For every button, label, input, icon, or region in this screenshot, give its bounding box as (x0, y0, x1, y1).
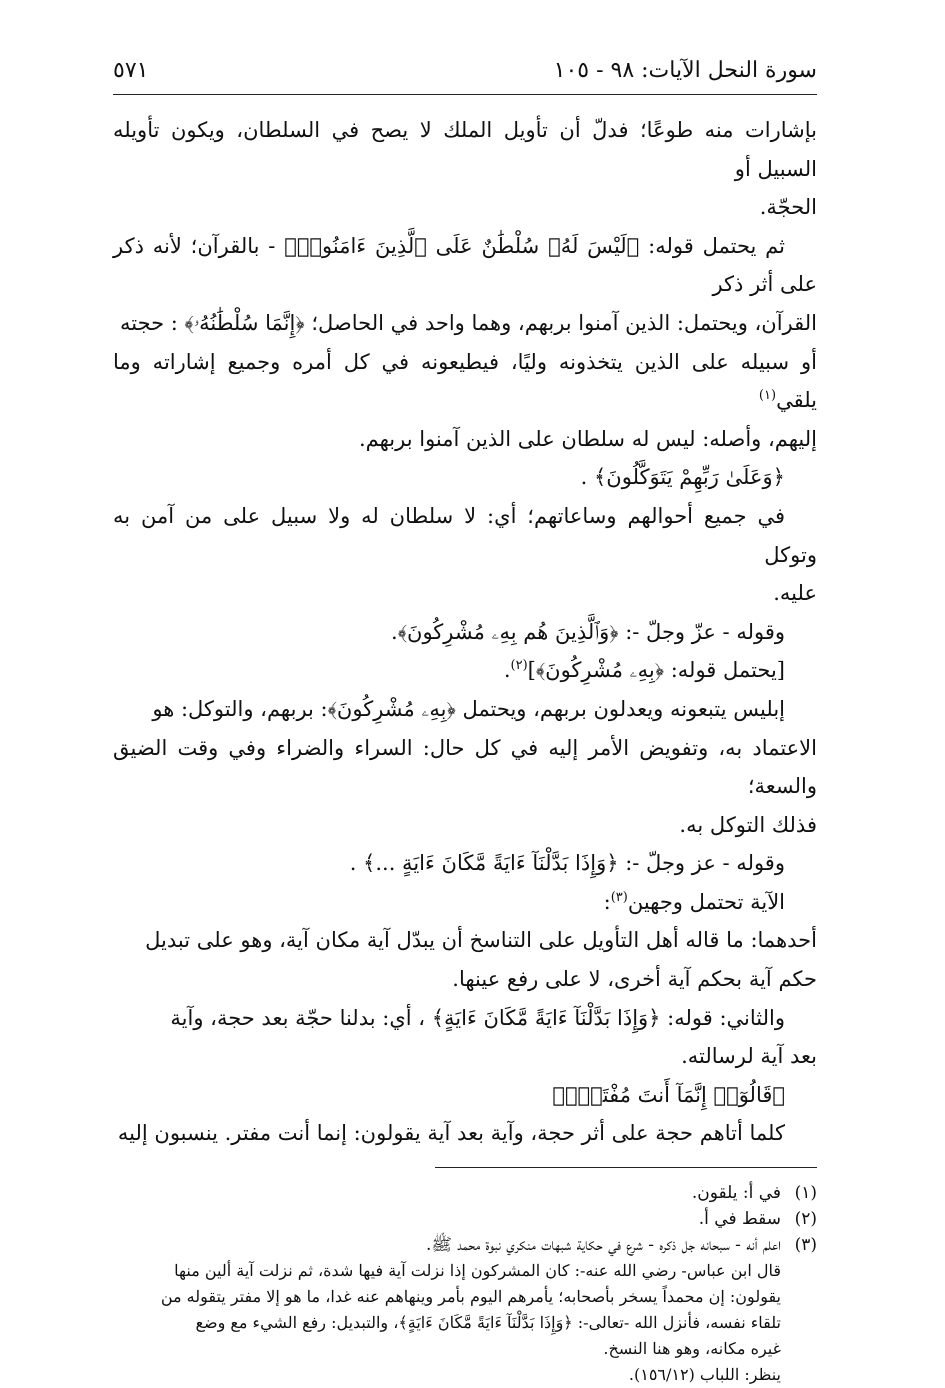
footnote-separator (435, 1167, 817, 1168)
running-title: سورة النحل الآيات: ٩٨ - ١٠٥ (553, 58, 817, 83)
footnote-2 (113, 1206, 817, 1232)
footnote-1 (113, 1180, 817, 1206)
text-line: حكم آية بحكم آية أخرى، لا على رفع عينها. (452, 967, 817, 992)
footnote-number: (٢) (794, 1209, 817, 1230)
text-line: فذلك التوكل به. (679, 812, 817, 837)
text-line: بإشارات منه طوعًا؛ فدلّ أن تأويل الملك لا يصح في السلطان، ويكون تأويله السبيل أو (113, 118, 817, 181)
footnotes (113, 1180, 817, 1388)
main-text (113, 111, 817, 1153)
footnote-line: قال ابن عباس- رضي الله عنه-: كان المشركون إذا نزلت آية فيها شدة، ثم نزلت آية ألين منها (174, 1261, 781, 1281)
footnote-ref-1: (١) (758, 388, 777, 404)
text-line: ثم يحتمل قوله: ﴿لَيْسَ لَهُۥ سُلْطَٰنٌ عَلَى ٱلَّذِينَ ءَامَنُوا۟﴾ - بالقرآن؛ لأنه ذكر على أثر ذكر (113, 233, 817, 297)
footnote-line: تلقاء نفسه، فأنزل الله -تعالى-: ﴿وَإِذَا بَدَّلْنَآ ءَايَةً مَّكَانَ ءَايَةٍ﴾، والتبديل: رفع الشيء مع وضع (195, 1313, 781, 1333)
text-segment: أو سبيله على الذين يتخذونه وليًا، فيطيعونه في كل أمره وجميع إشاراته وما يلقي (113, 349, 817, 413)
footnote-line: يقولون: إن محمداً يسخر بأصحابه؛ يأمرهم اليوم بأمر وينهاهم عنه غدا، ما هو إلا مفتر يتقوله من (160, 1287, 781, 1307)
footnote-3-detail (113, 1258, 817, 1388)
text-line: إبليس يتبعونه ويعدلون بربهم، ويحتمل ﴿بِهِۦ مُشْرِكُونَ﴾: بربهم، والتوكل: هو (152, 696, 785, 721)
page-number: ٥٧١ (113, 58, 149, 83)
text-line: وقوله - عزّ وجلّ -: ﴿وَٱلَّذِينَ هُم بِهِۦ مُشْرِكُونَ﴾. (391, 619, 785, 644)
verse-line: ﴿وَعَلَىٰ رَبِّهِمْ يَتَوَكَّلُونَ﴾ . (580, 465, 785, 490)
text-line: أحدهما: ما قاله أهل التأويل على التناسخ أن يبدّل آية مكان آية، وهو على تبديل (145, 928, 817, 953)
text-line: وقوله - عز وجلّ -: ﴿وَإِذَا بَدَّلْنَآ ءَايَةً مَّكَانَ ءَايَةٍ ...﴾ . (349, 851, 785, 876)
text-line: الاعتماد به، وتفويض الأمر إليه في كل حال: السراء والضراء وفي وقت الضيق والسعة؛ (113, 735, 817, 799)
page-header (113, 58, 817, 95)
text-line: عليه. (773, 581, 817, 606)
text-line: كلما أتاهم حجة على أثر حجة، وآية بعد آية يقولون: إنما أنت مفتر. ينسبون إليه (117, 1121, 785, 1146)
footnote-text: سقط في أ. (698, 1209, 781, 1230)
footnote-line: ينظر: اللباب (١٥٦/١٢). (628, 1365, 781, 1385)
text-line: في جميع أحوالهم وساعاتهم؛ أي: لا سلطان له ولا سبيل على من آمن به وتوكل (113, 503, 817, 567)
footnote-text: اعلم أنه - سبحانه جل ذكره - شرع في حكاية شبهات منكري نبوة محمد ﷺ. (425, 1235, 781, 1256)
verse-line: ﴿قَالُوٓا۟ إِنَّمَآ أَنتَ مُفْتَرٍۭ﴾ (552, 1082, 785, 1107)
text-line: والثاني: قوله: ﴿وَإِذَا بَدَّلْنَآ ءَايَةً مَّكَانَ ءَايَةٍ﴾ ، أي: بدلنا حجّة بعد حجة، وآية (170, 1005, 785, 1030)
text-line: إليهم، وأصله: ليس له سلطان على الذين آمنوا بربهم. (358, 426, 817, 451)
text-line (113, 651, 817, 690)
text-segment: : (603, 889, 611, 914)
footnote-line: غيره مكانه، وهو هنا النسخ. (603, 1339, 781, 1359)
text-line: القرآن، ويحتمل: الذين آمنوا بربهم، وهما واحد في الحاصل؛ ﴿إِنَّمَا سُلْطَٰنُهُۥ﴾ : حجته (119, 310, 817, 335)
text-segment: . (503, 658, 511, 683)
text-line (113, 343, 817, 420)
footnote-ref-2: (٢) (510, 658, 528, 674)
text-line: بعد آية لرسالته. (681, 1044, 817, 1069)
footnote-ref-3: (٣) (610, 889, 628, 905)
text-segment: [يحتمل قوله: ﴿بِهِۦ مُشْرِكُونَ﴾] (527, 658, 785, 683)
footnote-text: في أ: يلقون. (691, 1183, 781, 1204)
text-segment: الآية تحتمل وجهين (627, 889, 785, 914)
text-line (113, 883, 817, 922)
footnote-number: (١) (794, 1183, 817, 1204)
footnote-number: (٣) (794, 1235, 817, 1256)
footnote-3 (113, 1232, 817, 1258)
text-line: الحجّة. (759, 195, 817, 220)
